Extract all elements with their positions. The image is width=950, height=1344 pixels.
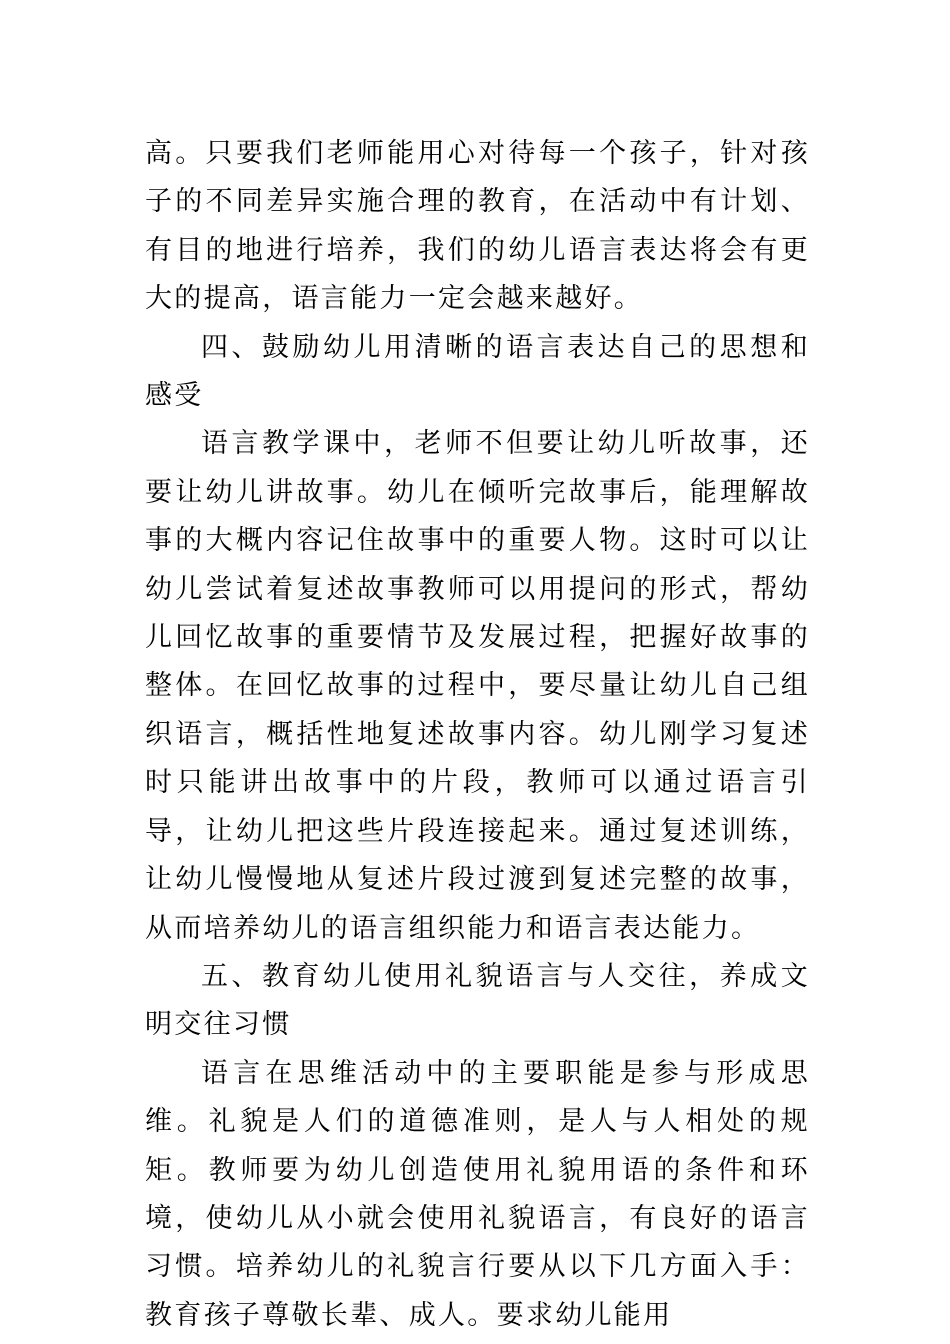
paragraph-continuation: 高。只要我们老师能用心对待每一个孩子，针对孩子的不同差异实施合理的教育，在活动中有计划、有目的地进行培养，我们的幼儿语言表达将会有更大的提高，语言能力一定会越来越好。 — [145, 138, 810, 315]
paragraph-storytelling: 语言教学课中，老师不但要让幼儿听故事，还要让幼儿讲故事。幼儿在倾听完故事后，能理解故事的大概内容记住故事中的重要人物。这时可以让幼儿尝试着复述故事教师可以用提问的形式，帮幼儿回忆故事的重要情节及发展过程，把握好故事的整体。在回忆故事的过程中，要尽量让幼儿自己组织语言，概括性地复述故事内容。幼儿刚学习复述时只能讲出故事中的片段，教师可以通过语言引导，让幼儿把这些片段连接起来。通过复述训练，让幼儿慢慢地从复述片段过渡到复述完整的故事，从而培养幼儿的语言组织能力和语言表达能力。 — [145, 428, 810, 944]
paragraph-politeness: 语言在思维活动中的主要职能是参与形成思维。礼貌是人们的道德准则，是人与人相处的规矩。教师要为幼儿创造使用礼貌用语的条件和环境，使幼儿从小就会使用礼貌语言，有良好的语言习惯。培养幼儿的礼貌言行要从以下几方面入手：教育孩子尊敬长辈、成人。要求幼儿能用 — [145, 1057, 810, 1331]
section-heading-four: 四、鼓励幼儿用清晰的语言表达自己的思想和感受 — [145, 331, 810, 412]
section-heading-five: 五、教育幼儿使用礼貌语言与人交往，养成文明交往习惯 — [145, 960, 810, 1041]
document-body — [145, 130, 810, 1340]
